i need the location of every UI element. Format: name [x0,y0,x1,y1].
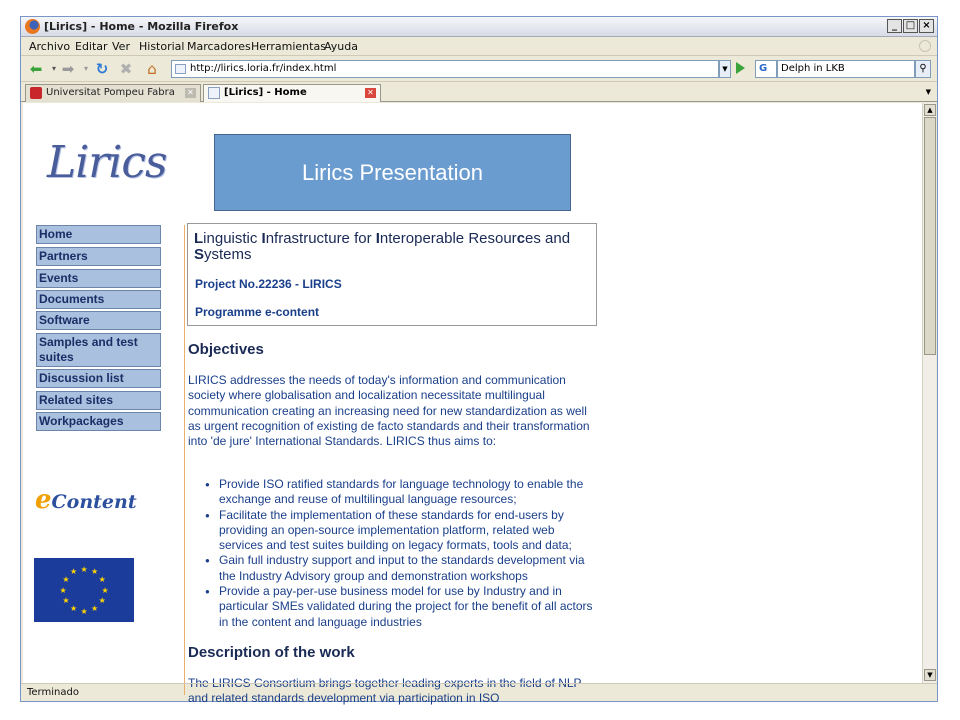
tab-list-dropdown-icon[interactable]: ▼ [925,88,931,96]
close-button[interactable]: × [919,19,934,33]
list-item: ● Provide ISO ratified standards for language technology to enable the exchange and reuse of multilingual language resources; [205,477,600,508]
presentation-banner: Lirics Presentation [214,134,571,211]
eu-star-icon: ★ [91,567,99,577]
upf-favicon-icon [30,87,42,99]
url-dropdown-icon[interactable]: ▼ [719,60,731,78]
eu-star-icon: ★ [62,596,70,605]
objectives-list [205,477,600,630]
nav-software[interactable]: Software [36,311,161,330]
scroll-thumb[interactable] [924,117,936,355]
forward-dropdown-icon[interactable]: ▾ [83,64,88,73]
list-item: ● Provide a pay-per-use business model for use by Industry and in particular SMEs validated during the project for the benefit of all actors in the content and language industries [205,584,600,630]
menu-marcadores[interactable]: Marcadores [187,40,251,53]
menu-editar[interactable]: Editar [75,40,108,53]
status-bar: Terminado [21,683,937,702]
description-text: The LIRICS Consortium brings together leading experts in the field of NLP and related standards development via participation in ISO [188,676,582,706]
eu-star-icon: ★ [70,567,78,577]
menu-archivo[interactable]: Archivo [29,40,71,53]
go-icon[interactable] [736,62,745,74]
window-title: [Lirics] - Home - Mozilla Firefox [44,20,239,33]
eu-star-icon: ★ [98,575,106,584]
search-engine-icon[interactable]: G [755,60,777,78]
project-info-box [187,223,597,326]
project-number: Project No.22236 - LIRICS [195,277,342,291]
eu-star-icon: ★ [59,585,67,595]
search-icon[interactable]: ⚲ [915,60,931,78]
back-icon[interactable]: ⬅ [29,60,43,78]
project-full-name: Linguistic Infrastructure for Interoperable Resources and Systems [194,230,571,263]
scroll-down-icon[interactable]: ▼ [924,669,936,681]
minimize-button[interactable]: _ [887,19,902,33]
tab-close-icon[interactable]: ✕ [185,88,196,98]
url-text: http://lirics.loria.fr/index.html [190,63,337,74]
firefox-icon [25,19,40,34]
content-divider [184,225,185,695]
description-heading: Description of the work [188,644,355,661]
tab-label: Universitat Pompeu Fabra [46,87,175,98]
back-dropdown-icon[interactable]: ▾ [51,64,56,73]
stop-icon[interactable]: ✖ [119,60,133,78]
econtent-logo[interactable]: eContent [35,485,137,515]
menu-herramientas[interactable]: Herramientas [251,40,326,53]
menu-historial[interactable]: Historial [139,40,185,53]
title-bar [21,17,937,37]
menu-ayuda[interactable]: Ayuda [324,40,358,53]
menu-bar [21,37,937,56]
eu-star-icon: ★ [91,603,99,613]
maximize-button[interactable]: □ [903,19,918,33]
eu-star-icon: ★ [80,606,88,616]
eu-star-icon: ★ [80,564,88,574]
list-item: ● Gain full industry support and input to the standards development via the Industry Advisory group and demonstration workshops [205,553,600,584]
tab-universitat-pompeu-fabra[interactable] [25,84,201,102]
nav-discussion-list[interactable]: Discussion list [36,369,161,388]
forward-icon[interactable]: ➡ [61,60,75,78]
nav-events[interactable]: Events [36,269,161,288]
tab-close-icon[interactable]: ✕ [365,88,376,98]
page-favicon-icon [208,87,220,99]
tab-label: [Lirics] - Home [224,87,307,98]
search-input[interactable]: Delph in LKB [777,60,915,78]
nav-workpackages[interactable]: Workpackages [36,412,161,431]
nav-documents[interactable]: Documents [36,290,161,309]
page-icon [175,64,186,74]
browser-window [20,16,938,706]
eu-star-icon: ★ [98,596,106,605]
nav-related-sites[interactable]: Related sites [36,391,161,410]
eu-star-icon: ★ [101,585,109,595]
tab-lirics-home[interactable] [203,84,381,102]
menu-ver[interactable]: Ver [112,40,130,53]
scroll-up-icon[interactable]: ▲ [924,104,936,116]
objectives-heading: Objectives [188,341,264,358]
home-icon[interactable]: ⌂ [147,60,157,78]
eu-flag-icon [34,558,134,622]
tab-bar [21,82,937,102]
vertical-scrollbar[interactable] [922,103,936,683]
list-item: ● Facilitate the implementation of these standards for end-users by providing an open-source implementation platform, related web services and test suites building on legacy formats, tools and data; [205,508,600,554]
throbber-icon [919,40,931,52]
url-bar[interactable] [171,60,719,78]
lirics-logo[interactable]: Lirics [47,137,167,188]
nav-samples-and-test-suites[interactable]: Samples and test suites [36,333,161,367]
reload-icon[interactable]: ↻ [95,60,109,78]
nav-home[interactable]: Home [36,225,161,244]
eu-star-icon: ★ [62,575,70,584]
nav-partners[interactable]: Partners [36,247,161,266]
navigation-toolbar [21,56,937,82]
objectives-text: LIRICS addresses the needs of today's information and communication society where globalisation and localization necessitate multilingual communication creating an increasing need for new standardization as well as urgent recognition of existing de facto standards and their transformation into 'de jure' International Standards. LIRICS thus aims to: [188,373,590,449]
eu-star-icon: ★ [70,603,78,613]
programme-label: Programme e-content [195,305,320,319]
